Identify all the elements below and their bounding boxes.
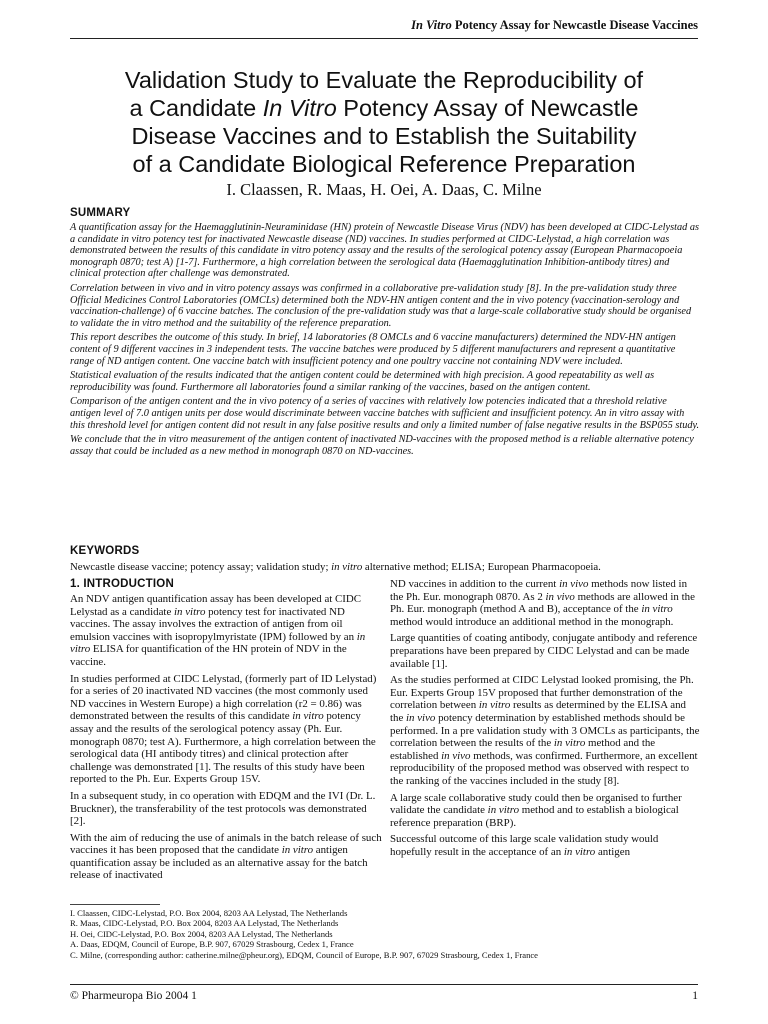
keywords-heading: KEYWORDS [70, 545, 140, 557]
intro-paragraph: ND vaccines in addition to the current in vivo methods now listed in the Ph. Eur. monograph 0870. As 2 in vivo methods are allowed in the Ph. Eur. monograph (method A and B), acceptance of the in vitro method would introduce an additional method in the monograph. [390, 578, 695, 628]
introduction-heading: 1. INTRODUCTION [70, 578, 174, 590]
running-head-italic: In Vitro [411, 18, 452, 32]
summary-heading: SUMMARY [70, 207, 131, 219]
intro-right-column [390, 578, 702, 862]
affiliation-line: R. Maas, CIDC-Lelystad, P.O. Box 2004, 8203 AA Lelystad, The Netherlands [70, 918, 339, 929]
title-line-1: Validation Study to Evaluate the Reproducibility of [124, 67, 644, 93]
intro-paragraph: An NDV antigen quantification assay has been developed at CIDC Lelystad as a candidate in vitro potency test for inactivated ND vaccines. The assay involves the extraction of antigen from oil emulsion vaccines with isopropylmyristate (IPM) followed by an in vitro ELISA for quantification of the HN protein of NDV in the vaccine. [70, 593, 366, 668]
affiliation-line: H. Oei, CIDC-Lelystad, P.O. Box 2004, 8203 AA Lelystad, The Netherlands [70, 928, 333, 939]
intro-paragraph: Successful outcome of this large scale validation study would hopefully result in the acceptance of an in vitro antigen [390, 833, 659, 858]
keywords-part-b: alternative method; ELISA; European Pharmacopoeia. [362, 561, 601, 573]
summary-paragraph: We conclude that the in vitro measurement of the antigen content of inactivated ND-vaccines with the proposed method is a reliable alternative potency assay that could be included as a new method in monograph 0870 on ND-vaccines. [70, 434, 694, 457]
running-head-rest: Potency Assay for Newcastle Disease Vaccines [451, 18, 698, 32]
title-line-2b: Potency Assay of Newcastle [336, 95, 639, 121]
keywords-text [70, 561, 700, 573]
affiliation-line: A. Daas, EDQM, Council of Europe, B.P. 907, 67029 Strasbourg, Cedex 1, France [70, 939, 354, 950]
author-list: I. Claassen, R. Maas, H. Oei, A. Daas, C. Milne [226, 180, 542, 199]
affiliation-line: C. Milne, (corresponding author: catherine.milne@pheur.org), EDQM, Council of Europe, B.P. 907, 67029 Strasbourg, Cedex 1, France [70, 949, 538, 960]
summary-body [70, 222, 700, 460]
keywords-part-a: Newcastle disease vaccine; potency assay; validation study; [70, 561, 332, 573]
page-number: 1 [692, 990, 698, 1002]
summary-paragraph: Statistical evaluation of the results indicated that the antigen content could be determined with high precision. A good repeatability as well as reproducibility was found. Furthermore all laboratories found a similar ranking of the vaccines, based on the antigen content. [70, 370, 655, 393]
header-rule [70, 38, 698, 39]
title-line-2a: a Candidate [129, 95, 263, 121]
author-affiliations [70, 908, 710, 960]
copyright-notice: © Pharmeuropa Bio 2004 1 [70, 990, 197, 1002]
intro-left-column [70, 593, 382, 886]
intro-paragraph: In studies performed at CIDC Lelystad, (formerly part of ID Lelystad) for a series of 20 inactivated ND vaccines (the most commonly used ND vaccines in Western Europe) a high correlation (r2 = 0.86) was demonstrated between the results of this candidate in vitro potency assay and the results of the serological potency assay (Ph. Eur. monograph 0870; test A). Furthermore, a high correlation between the serological data (HI antibody titres) and clinical protection after challenge was demonstrated [1]. The results of this study have been reported to the Ph. Eur. Experts Group 15V. [70, 672, 377, 786]
title-line-3: Disease Vaccines and to Establish the Suitability [131, 123, 637, 149]
footnote-rule [70, 904, 160, 905]
intro-paragraph: With the aim of reducing the use of animals in the batch release of such vaccines it has been proposed that the candidate in vitro antigen quantification assay be included as an alternative assay for the batch release of inactivated [70, 831, 382, 882]
intro-paragraph: A large scale collaborative study could then be organised to further validate the candidate in vitro method and to establish a biological reference preparation (BRP). [390, 791, 682, 829]
title-line-2-italic: In Vitro [262, 95, 337, 121]
running-head [411, 18, 698, 33]
intro-paragraph: In a subsequent study, in co operation with EDQM and the IVI (Dr. L. Bruckner), the transferability of the test protocols was demonstrated [2]. [70, 789, 376, 828]
paper-title [70, 66, 698, 178]
affiliation-line: I. Claassen, CIDC-Lelystad, P.O. Box 2004, 8203 AA Lelystad, The Netherlands [70, 908, 348, 918]
footer-rule [70, 984, 698, 985]
summary-paragraph: A quantification assay for the Haemagglutinin-Neuraminidase (HN) protein of Newcastle Disease Virus (NDV) has been developed at CIDC-Lelystad as a candidate in vitro potency test for inactivated Newcastle disease (ND) vaccines. In studies performed at CIDC-Lelystad, a high correlation was demonstrated between the results of this candidate in vitro potency assay and the results of the serological potency assay (European Pharmacopoeia monograph 0870; test A) [1-7]. Furthermore, a high correlation between the serological data (Haemagglutination Inhibition-antibody titres) and clinical protection after challenge was demonstrated. [70, 222, 699, 280]
keywords-italic: in vitro [331, 561, 363, 573]
summary-paragraph: Correlation between in vivo and in vitro potency assays was confirmed in a collaborative pre-validation study [8]. In the pre-validation study three Official Medicines Control Laboratories (OMCLs) determined both the NDV-HN antigen content and the in vivo potency (vaccination-serology and vaccination-challenge) of 6 vaccine batches. The conclusion of the pre-validation study was that a large-scale collaborative study should be organised to validate the in vitro method and the suitability of the reference preparation. [70, 282, 692, 329]
title-line-4: of a Candidate Biological Reference Preparation [132, 151, 636, 177]
intro-paragraph: As the studies performed at CIDC Lelystad looked promising, the Ph. Eur. Experts Group 15V proposed that further demonstration of the correlation between in vitro results as determined by the ELISA and the in vivo potency determination by established methods should be performed. In a pre validation study with 3 OMCLs as participants, the correlation between the results of the in vitro method and the established in vivo methods, was confirmed. Furthermore, an excellent reproducibility of the proposed method was observed with respect to the ranking of the vaccines included in the study [8]. [390, 674, 700, 787]
title-line-2 [70, 94, 698, 122]
intro-paragraph: Large quantities of coating antibody, conjugate antibody and reference preparations have been prepared by CIDC Lelystad and can be made available [1]. [390, 632, 698, 670]
summary-paragraph: Comparison of the antigen content and the in vivo potency of a series of vaccines with relatively low potencies indicated that a threshold relative antigen level of 7.0 antigen units per dose would discriminate between vaccine batches with sufficient and insufficient potency. An in vitro assay with this threshold level for antigen content did not result in any false positive results and only a limited number of false negative results in the BSP055 study. [70, 396, 700, 431]
summary-paragraph: This report describes the outcome of this study. In brief, 14 laboratories (8 OMCLs and 6 vaccine manufacturers) determined the NDV-HN antigen content of 9 different vaccines in 3 independent tests. The vaccine batches were produced by 5 different manufacturers and represent a quantitative range of ND antigen content. One vaccine batch with insufficient potency and one poultry vaccine not containing NDV were included. [70, 332, 676, 367]
